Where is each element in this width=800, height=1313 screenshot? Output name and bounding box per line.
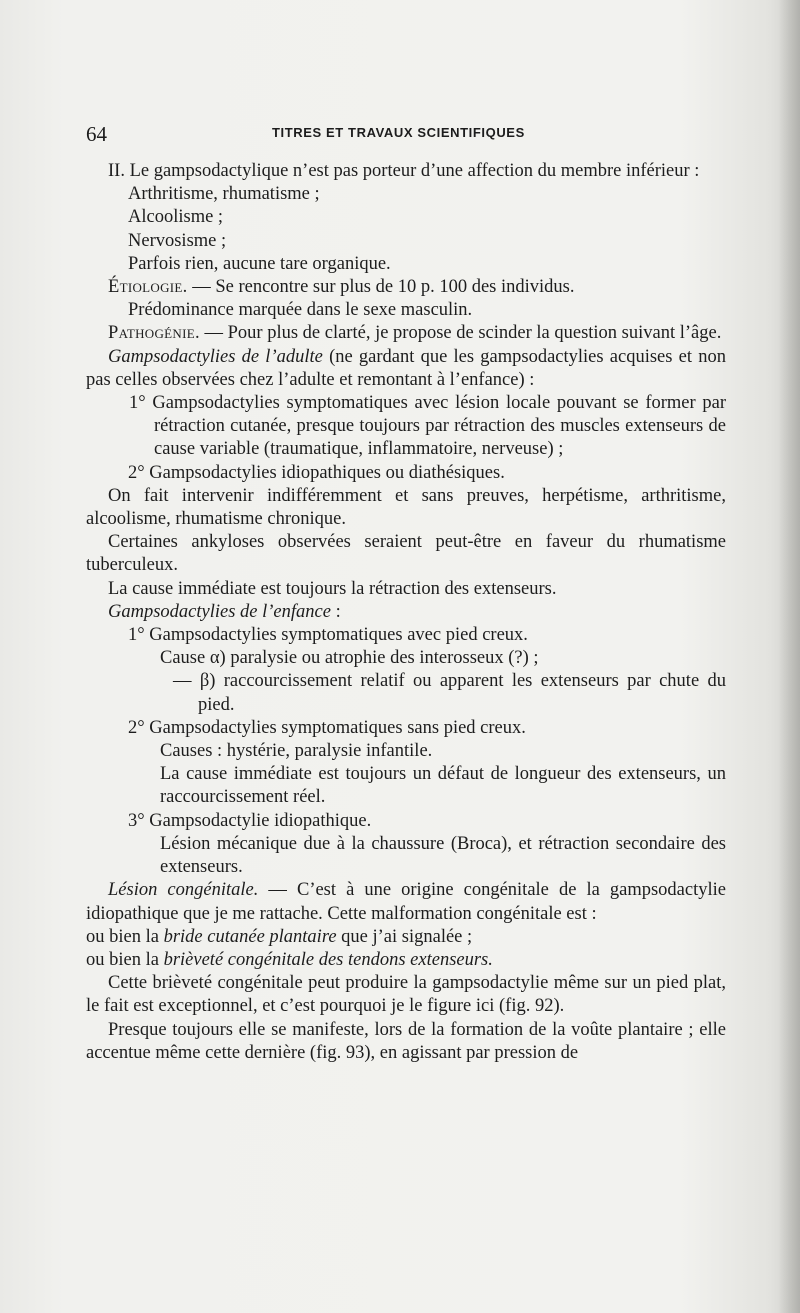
brievete-term: brièveté congénitale des tendons extenseurs. xyxy=(163,949,493,970)
adulte-title: Gampsodactylies de l’adulte xyxy=(108,346,323,367)
enfance-item-1-cause-b: — β) raccourcissement relatif ou apparent les extenseurs par chute du pied. xyxy=(173,671,726,715)
page-header xyxy=(86,122,726,146)
enfance-item-3: 3° Gampsodactylie idiopathique. xyxy=(128,810,372,831)
adulte-item-2: 2° Gampsodactylies idiopathiques ou diathésiques. xyxy=(128,462,505,483)
page-number: 64 xyxy=(86,122,107,146)
bride-suffix: que j’ai signalée ; xyxy=(336,926,473,947)
adulte-text: (ne gardant que les gampsodactylies acquises et non pas celles observées chez l’adulte et remontant à l’enfance) : xyxy=(86,346,726,390)
enfance-item-1: 1° Gampsodactylies symptomatiques avec pied creux. xyxy=(128,625,528,646)
paragraph-enfance xyxy=(86,601,726,624)
paragraph-cause-immediate: La cause immédiate est toujours la rétraction des extenseurs. xyxy=(108,578,557,599)
page-edge-shadow xyxy=(778,0,800,1313)
running-title: TITRES ET TRAVAUX SCIENTIFIQUES xyxy=(272,125,525,140)
page-body xyxy=(86,160,726,1065)
paragraph-brievete xyxy=(86,949,726,972)
etiologie-text: — Se rencontre sur plus de 10 p. 100 des individus. xyxy=(187,277,575,298)
pathogenie-text: — Pour plus de clarté, je propose de scinder la question suivant l’âge. xyxy=(199,323,722,344)
etiologie-label: Étiologie. xyxy=(108,277,188,298)
paragraph-predominance: Prédominance marquée dans le sexe masculin. xyxy=(128,300,473,321)
paragraph-adulte xyxy=(86,346,726,392)
lesion-text: — C’est à une origine congénitale de la gampsodactylie idiopathique que je me rattache. Cette malformation congénitale est : xyxy=(86,880,726,924)
paragraph-ankyloses: Certaines ankyloses observées seraient peut-être en faveur du rhumatisme tuberculeux. xyxy=(86,532,726,576)
paragraph-etiologie xyxy=(86,276,726,299)
enfance-item-2-causes: Causes : hystérie, paralysie infantile. xyxy=(160,741,433,762)
list-item-arthritisme: Arthritisme, rhumatisme ; xyxy=(128,184,320,205)
list-item-nervosisme: Nervosisme ; xyxy=(128,230,227,251)
lesion-title: Lésion congénitale. xyxy=(108,880,259,901)
list-item-parfois-rien: Parfois rien, aucune tare organique. xyxy=(128,253,391,274)
enfance-item-1-cause-a: Cause α) paralysie ou atrophie des interosseux (?) ; xyxy=(160,648,539,669)
enfance-title: Gampsodactylies de l’enfance xyxy=(108,601,331,622)
enfance-item-2-cause-immediate: La cause immédiate est toujours un défaut de longueur des extenseurs, un raccourcissement réel. xyxy=(160,764,726,808)
bride-prefix: ou bien la xyxy=(86,926,164,947)
enfance-item-2: 2° Gampsodactylies symptomatiques sans pied creux. xyxy=(128,717,526,738)
paragraph-ii: II. Le gampsodactylique n’est pas porteur d’une affection du membre inférieur : xyxy=(108,161,700,181)
enfance-item-3-lesion: Lésion mécanique due à la chaussure (Broca), et rétraction secondaire des extenseurs. xyxy=(160,833,726,878)
paragraph-pied-plat: Cette brièveté congénitale peut produire la gampsodactylie même sur un pied plat, le fait est exceptionnel, et c’est pourquoi je le figure ici (fig. 92). xyxy=(86,973,726,1017)
list-item-alcoolisme: Alcoolisme ; xyxy=(128,207,224,228)
enfance-colon: : xyxy=(330,601,341,622)
brievete-prefix: ou bien la xyxy=(86,949,164,970)
bride-term: bride cutanée plantaire xyxy=(163,926,337,947)
paragraph-voute-plantaire: Presque toujours elle se manifeste, lors de la formation de la voûte plantaire ; elle accentue même cette dernière (fig. 93), en agissant par pression de xyxy=(86,1019,726,1063)
paragraph-lesion-congenitale xyxy=(86,879,726,925)
adulte-item-1: 1° Gampsodactylies symptomatiques avec lésion locale pouvant se former par rétraction cutanée, presque toujours par rétraction des muscles extenseurs de cause variable (traumatique, inflammatoire, nerveuse) ; xyxy=(129,393,726,460)
paragraph-herpetisme: On fait intervenir indifféremment et sans preuves, herpétisme, arthritisme, alcoolisme, rhumatisme chronique. xyxy=(86,485,726,530)
paragraph-pathogenie xyxy=(86,322,726,345)
paragraph-bride xyxy=(86,926,726,949)
pathogenie-label: Pathogénie. xyxy=(108,323,200,344)
